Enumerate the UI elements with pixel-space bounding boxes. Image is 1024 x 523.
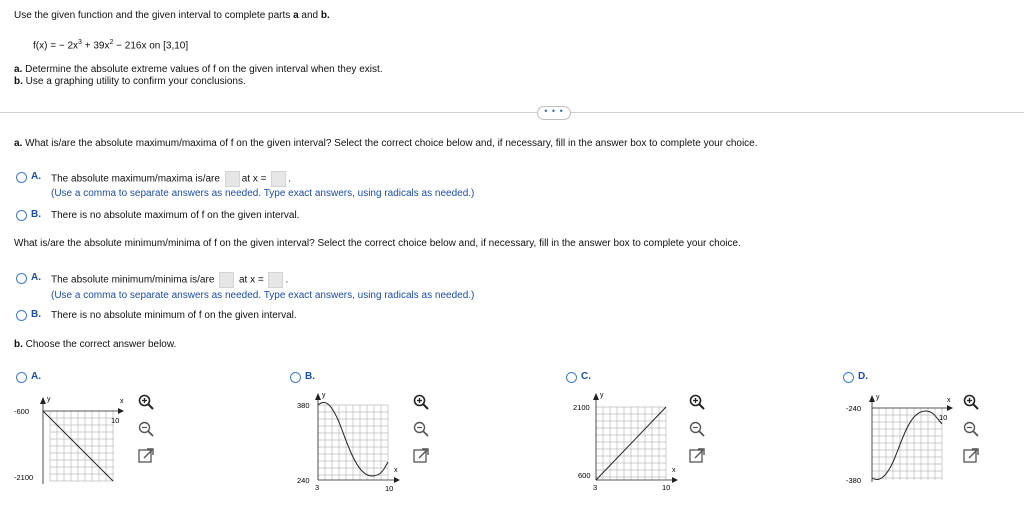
intro-a: a xyxy=(293,10,299,21)
expand-icon[interactable] xyxy=(688,447,706,465)
graph-c xyxy=(566,392,686,492)
zoom-out-icon[interactable] xyxy=(137,420,155,438)
zoom-in-icon[interactable] xyxy=(688,393,706,411)
max-value-input[interactable] xyxy=(225,171,240,187)
y-tick-bottom: 240 xyxy=(297,476,310,485)
option-letter: B. xyxy=(31,209,41,220)
min-value-input[interactable] xyxy=(219,272,234,288)
radio-graph-b[interactable] xyxy=(290,372,301,383)
x-axis-label: x xyxy=(947,397,951,404)
y-tick-top: 380 xyxy=(297,401,310,410)
y-tick-top: -240 xyxy=(846,404,862,413)
x-axis-label: x xyxy=(672,467,676,474)
zoom-out-icon[interactable] xyxy=(962,420,980,438)
x-tick-start: 3 xyxy=(593,483,598,492)
expand-icon[interactable] xyxy=(137,447,155,465)
hint-text: (Use a comma to separate answers as needed. Type exact answers, using radicals as needed.) xyxy=(51,290,475,301)
option-letter: B. xyxy=(31,309,41,320)
x-tick-start: 3 xyxy=(315,483,320,492)
y-axis-label: y xyxy=(322,392,326,399)
x-axis-label: x xyxy=(120,398,124,405)
graph-letter: B. xyxy=(305,371,315,382)
option-max-a-text: The absolute maximum/maxima is/are at x = . xyxy=(51,171,291,187)
more-button[interactable]: • • • xyxy=(537,106,571,120)
option-min-a-text: The absolute minimum/minima is/are at x = . xyxy=(51,272,288,288)
y-tick-bottom: 600 xyxy=(578,471,591,480)
part-b-instruction: b. Use a graphing utility to confirm your conclusions. xyxy=(14,76,246,87)
graph-a xyxy=(14,392,134,492)
x-axis-label: x xyxy=(394,467,398,474)
intro-text: Use the given function and the given interval to complete parts xyxy=(14,10,291,21)
option-letter: A. xyxy=(31,171,41,182)
function-definition: f(x) = − $2x^3 + 39x^2 - 216x$ on [3,10] xyxy=(33,39,189,52)
y-axis-label: y xyxy=(47,396,51,403)
y-axis-label: y xyxy=(876,394,880,401)
intro-b: b. xyxy=(320,10,330,21)
zoom-in-icon[interactable] xyxy=(962,393,980,411)
zoom-out-icon[interactable] xyxy=(688,420,706,438)
hint-text: (Use a comma to separate answers as needed. Type exact answers, using radicals as needed.) xyxy=(51,188,475,199)
x-tick-end: 10 xyxy=(939,413,948,422)
graph-letter: D. xyxy=(858,371,868,382)
part-b-question: b. Choose the correct answer below. xyxy=(14,339,177,350)
radio-max-a[interactable] xyxy=(16,172,27,183)
x-tick-end: 10 xyxy=(385,484,394,492)
intro-and: and xyxy=(301,10,319,21)
expand-icon[interactable] xyxy=(962,447,980,465)
graph-letter: C. xyxy=(581,371,591,382)
question-min: What is/are the absolute minimum/minima of f on the given interval? Select the correct choice below and, if necessary, fill in the answer box to complete your choice. xyxy=(14,238,741,249)
y-tick-top: -600 xyxy=(14,407,30,416)
x-tick-end: 10 xyxy=(111,416,120,425)
zoom-in-icon[interactable] xyxy=(137,393,155,411)
graph-letter: A. xyxy=(31,371,41,382)
radio-min-b[interactable] xyxy=(16,310,27,321)
zoom-out-icon[interactable] xyxy=(412,420,430,438)
y-tick-top: 2100 xyxy=(573,403,590,412)
min-x-input[interactable] xyxy=(268,272,283,288)
radio-max-b[interactable] xyxy=(16,210,27,221)
radio-min-a[interactable] xyxy=(16,273,27,284)
y-tick-bottom: -2100 xyxy=(14,473,34,482)
x-tick-end: 10 xyxy=(662,483,671,492)
option-max-b-text: There is no absolute maximum of f on the given interval. xyxy=(51,210,300,221)
radio-graph-a[interactable] xyxy=(16,372,27,383)
instructions xyxy=(14,10,330,21)
max-x-input[interactable] xyxy=(271,171,286,187)
option-letter: A. xyxy=(31,272,41,283)
y-axis-label: y xyxy=(600,392,604,399)
question-max: a. What is/are the absolute maximum/maxima of f on the given interval? Select the correct choice below and, if necessary, fill in the answer box to complete your choice. xyxy=(14,138,758,149)
part-a-instruction: a. Determine the absolute extreme values of f on the given interval when they exist. xyxy=(14,64,383,75)
option-min-b-text: There is no absolute minimum of f on the given interval. xyxy=(51,310,297,321)
graph-d xyxy=(843,392,963,492)
radio-graph-c[interactable] xyxy=(566,372,577,383)
y-tick-bottom: -380 xyxy=(846,476,862,485)
expand-icon[interactable] xyxy=(412,447,430,465)
graph-b xyxy=(290,392,410,492)
zoom-in-icon[interactable] xyxy=(412,393,430,411)
radio-graph-d[interactable] xyxy=(843,372,854,383)
separator xyxy=(0,112,1024,113)
